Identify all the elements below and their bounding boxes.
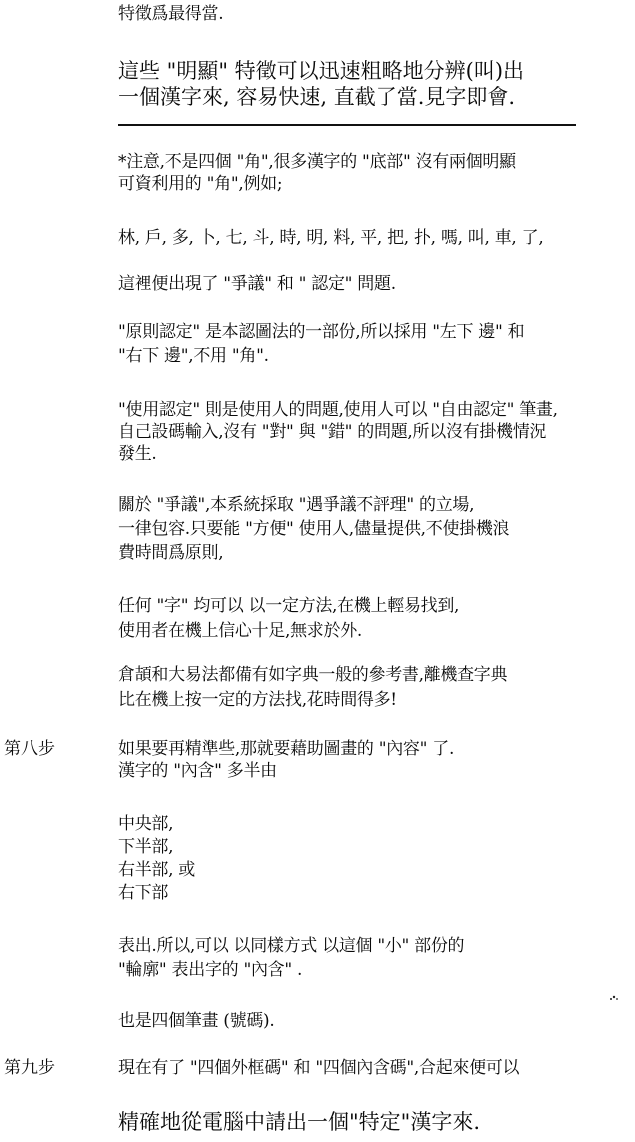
principle-line-2: "右下 邊",不用 "角". bbox=[118, 346, 269, 366]
step8-four-strokes: 也是四個筆畫 (號碼). bbox=[118, 1011, 275, 1031]
step8-part-3: 右半部, 或 bbox=[118, 860, 196, 880]
scan-speck-mark bbox=[609, 994, 619, 1002]
step8-line-2: 漢字的 "內含" 多半由 bbox=[118, 761, 277, 781]
principle-line-1: "原則認定" 是本認圖法的一部份,所以採用 "左下 邊" 和 bbox=[118, 322, 525, 342]
step9-line-2: 精確地從電腦中請出一個"特定"漢字來. bbox=[118, 1110, 480, 1134]
note-line-2: 可資利用的 "角",例如; bbox=[118, 174, 283, 194]
horizontal-rule bbox=[118, 124, 576, 126]
step8-expr-2: "輪廓" 表出字的 "內含" . bbox=[118, 960, 303, 980]
step8-line-1: 如果要再精準些,那就要藉助圖畫的 "內容" 了. bbox=[118, 739, 455, 759]
step8-part-1: 中央部, bbox=[118, 814, 174, 834]
usage-line-3: 發生. bbox=[118, 444, 157, 464]
compare-line-1: 倉頡和大易法都備有如字典一般的參考書,離機查字典 bbox=[118, 665, 508, 685]
step9-label: 第九步 bbox=[4, 1058, 55, 1078]
dispute-line: 這裡便出現了 "爭議" 和 " 認定" 問題. bbox=[118, 274, 396, 294]
step9-line-1: 現在有了 "四個外框碼" 和 "四個內含碼",合起來便可以 bbox=[118, 1058, 520, 1078]
step8-label: 第八步 bbox=[4, 739, 55, 759]
step8-part-4: 右下部 bbox=[118, 883, 169, 903]
anychar-line-1: 任何 "字" 均可以 以一定方法,在機上輕易找到, bbox=[118, 596, 460, 616]
highlight-line-1: 這些 "明顯" 特徵可以迅速粗略地分辨(叫)出 bbox=[118, 59, 525, 83]
step8-expr-1: 表出.所以,可以 以同樣方式 以這個 "小" 部份的 bbox=[118, 936, 465, 956]
usage-line-2: 自己設碼輸入,沒有 "對" 與 "錯" 的問題,所以沒有掛機情況 bbox=[118, 422, 547, 442]
anychar-line-2: 使用者在機上信心十足,無求於外. bbox=[118, 621, 363, 641]
usage-line-1: "使用認定" 則是使用人的問題,使用人可以 "自由認定" 筆畫, bbox=[118, 400, 558, 420]
position-line-1: 關於 "爭議",本系統採取 "遇爭議不評理" 的立場, bbox=[118, 495, 475, 515]
compare-line-2: 比在機上按一定的方法找,花時間得多! bbox=[118, 690, 397, 710]
highlight-line-2: 一個漢字來, 容易快速, 直截了當.見字即會. bbox=[118, 85, 516, 109]
intro-line: 特徵爲最得當. bbox=[118, 4, 224, 24]
position-line-2: 一律包容.只要能 "方便" 使用人,儘量提供,不使掛機浪 bbox=[118, 519, 510, 539]
step8-part-2: 下半部, bbox=[118, 837, 174, 857]
examples-line: 林, 戶, 多, 卜, 七, 斗, 時, 明, 料, 平, 把, 扑, 嗎, 叫, 車, 了, bbox=[118, 228, 544, 248]
note-line-1: *注意,不是四個 "角",很多漢字的 "底部" 沒有兩個明顯 bbox=[118, 152, 516, 172]
position-line-3: 費時間爲原則, bbox=[118, 543, 224, 563]
